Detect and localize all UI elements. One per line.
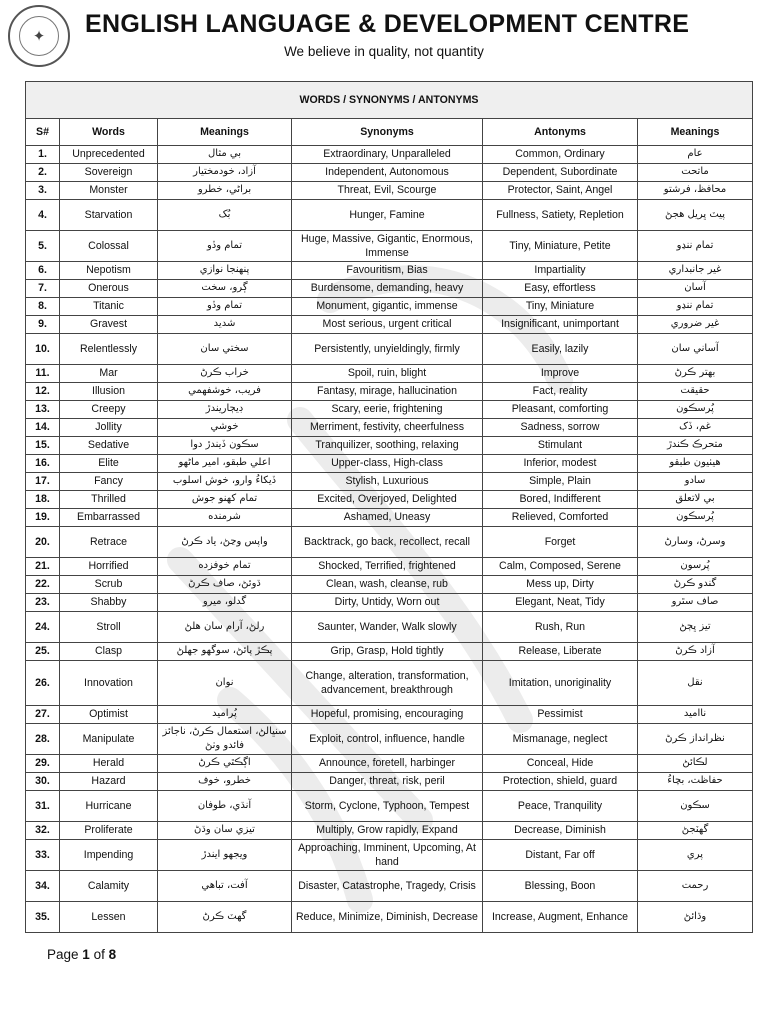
cell-antonyms: Distant, Far off xyxy=(483,840,638,871)
cell-word: Proliferate xyxy=(60,822,158,840)
cell-antonyms: Protector, Saint, Angel xyxy=(483,182,638,200)
cell-antonyms: Pessimist xyxy=(483,706,638,724)
cell-sn: 33. xyxy=(26,840,60,871)
cell-antonyms: Bored, Indifferent xyxy=(483,491,638,509)
cell-synonyms: Excited, Overjoyed, Delighted xyxy=(292,491,483,509)
cell-sn: 8. xyxy=(26,298,60,316)
cell-antonym-meaning: سڪون xyxy=(638,791,753,822)
cell-meaning: سختي سان xyxy=(158,334,292,365)
cell-word: Titanic xyxy=(60,298,158,316)
cell-antonyms: Stimulant xyxy=(483,437,638,455)
table-row xyxy=(26,724,753,755)
cell-word: Fancy xyxy=(60,473,158,491)
cell-meaning: ڌوئڻ، صاف ڪرڻ xyxy=(158,576,292,594)
cell-antonym-meaning: وڌائڻ xyxy=(638,902,753,933)
table-row xyxy=(26,576,753,594)
cell-antonyms: Sadness, sorrow xyxy=(483,419,638,437)
column-header-meanings: Meanings xyxy=(158,119,292,146)
cell-synonyms: Burdensome, demanding, heavy xyxy=(292,280,483,298)
cell-meaning: پڪڙ پائڻ، سوگهو جهلڻ xyxy=(158,643,292,661)
column-header-words: Words xyxy=(60,119,158,146)
cell-word: Monster xyxy=(60,182,158,200)
cell-word: Hazard xyxy=(60,773,158,791)
cell-antonym-meaning: آزاد ڪرڻ xyxy=(638,643,753,661)
cell-synonyms: Dirty, Untidy, Worn out xyxy=(292,594,483,612)
table-row xyxy=(26,316,753,334)
cell-antonyms: Simple, Plain xyxy=(483,473,638,491)
cell-word: Jollity xyxy=(60,419,158,437)
page-number xyxy=(47,947,116,962)
cell-synonyms: Grip, Grasp, Hold tightly xyxy=(292,643,483,661)
cell-antonym-meaning: پُرسڪون xyxy=(638,401,753,419)
cell-meaning: فريب، خوشفهمي xyxy=(158,383,292,401)
cell-sn: 22. xyxy=(26,576,60,594)
cell-word: Elite xyxy=(60,455,158,473)
cell-meaning: شرمنده xyxy=(158,509,292,527)
cell-antonym-meaning: آساني سان xyxy=(638,334,753,365)
table-row xyxy=(26,594,753,612)
cell-meaning: براڻي، خطرو xyxy=(158,182,292,200)
table-row xyxy=(26,822,753,840)
cell-synonyms: Disaster, Catastrophe, Tragedy, Crisis xyxy=(292,871,483,902)
cell-word: Hurricane xyxy=(60,791,158,822)
cell-sn: 19. xyxy=(26,509,60,527)
cell-antonym-meaning: تمام ننڍو xyxy=(638,231,753,262)
cell-word: Starvation xyxy=(60,200,158,231)
current-page: 1 xyxy=(82,947,90,962)
cell-meaning: آزاد، خودمختيار xyxy=(158,164,292,182)
cell-synonyms: Hopeful, promising, encouraging xyxy=(292,706,483,724)
table-row xyxy=(26,298,753,316)
of-word: of xyxy=(93,947,105,962)
cell-sn: 13. xyxy=(26,401,60,419)
cell-antonym-meaning: لڪائڻ xyxy=(638,755,753,773)
cell-meaning: خراب ڪرڻ xyxy=(158,365,292,383)
cell-meaning: ڏيکاءُ وارو، خوش اسلوب xyxy=(158,473,292,491)
cell-antonym-meaning: حفاظت، بچاءُ xyxy=(638,773,753,791)
cell-antonym-meaning: سادو xyxy=(638,473,753,491)
cell-antonyms: Conceal, Hide xyxy=(483,755,638,773)
cell-antonym-meaning: گهٽجڻ xyxy=(638,822,753,840)
cell-antonyms: Calm, Composed, Serene xyxy=(483,558,638,576)
cell-synonyms: Persistently, unyieldingly, firmly xyxy=(292,334,483,365)
cell-synonyms: Monument, gigantic, immense xyxy=(292,298,483,316)
cell-antonyms: Fullness, Satiety, Repletion xyxy=(483,200,638,231)
table-row xyxy=(26,437,753,455)
cell-antonym-meaning: متحرڪ ڪندڙ xyxy=(638,437,753,455)
cell-synonyms: Hunger, Famine xyxy=(292,200,483,231)
cell-sn: 25. xyxy=(26,643,60,661)
cell-word: Lessen xyxy=(60,902,158,933)
table-header-row xyxy=(26,119,753,146)
cell-synonyms: Exploit, control, influence, handle xyxy=(292,724,483,755)
cell-synonyms: Clean, wash, cleanse, rub xyxy=(292,576,483,594)
column-header-sn: S# xyxy=(26,119,60,146)
cell-synonyms: Approaching, Imminent, Upcoming, At hand xyxy=(292,840,483,871)
cell-synonyms: Shocked, Terrified, frightened xyxy=(292,558,483,576)
cell-meaning: گدلو، ميرو xyxy=(158,594,292,612)
cell-sn: 17. xyxy=(26,473,60,491)
cell-meaning: اعلي طبقو، امير ماڻهو xyxy=(158,455,292,473)
cell-sn: 16. xyxy=(26,455,60,473)
cell-antonym-meaning: رحمت xyxy=(638,871,753,902)
table-row xyxy=(26,791,753,822)
cell-antonyms: Inferior, modest xyxy=(483,455,638,473)
cell-word: Horrified xyxy=(60,558,158,576)
cell-sn: 18. xyxy=(26,491,60,509)
cell-antonym-meaning: بهتر ڪرڻ xyxy=(638,365,753,383)
cell-word: Unprecedented xyxy=(60,146,158,164)
cell-synonyms: Fantasy, mirage, hallucination xyxy=(292,383,483,401)
cell-sn: 30. xyxy=(26,773,60,791)
cell-word: Manipulate xyxy=(60,724,158,755)
cell-antonyms: Forget xyxy=(483,527,638,558)
table-row xyxy=(26,334,753,365)
cell-meaning: خطرو، خوف xyxy=(158,773,292,791)
cell-antonyms: Insignificant, unimportant xyxy=(483,316,638,334)
page-title: ENGLISH LANGUAGE & DEVELOPMENT CENTRE xyxy=(85,10,690,38)
table-row xyxy=(26,509,753,527)
table-row xyxy=(26,643,753,661)
cell-meaning: خوشي xyxy=(158,419,292,437)
cell-synonyms: Favouritism, Bias xyxy=(292,262,483,280)
cell-word: Shabby xyxy=(60,594,158,612)
table-row xyxy=(26,473,753,491)
cell-meaning: پُراميد xyxy=(158,706,292,724)
cell-antonym-meaning: تيز ڀڄڻ xyxy=(638,612,753,643)
cell-antonym-meaning: حقيقت xyxy=(638,383,753,401)
cell-word: Illusion xyxy=(60,383,158,401)
cell-antonym-meaning: پُرسڪون xyxy=(638,509,753,527)
table-row xyxy=(26,280,753,298)
cell-antonyms: Relieved, Comforted xyxy=(483,509,638,527)
column-header-antonyms: Antonyms xyxy=(483,119,638,146)
cell-synonyms: Saunter, Wander, Walk slowly xyxy=(292,612,483,643)
cell-antonyms: Imitation, unoriginality xyxy=(483,661,638,706)
cell-meaning: تمام وڏو xyxy=(158,231,292,262)
cell-sn: 20. xyxy=(26,527,60,558)
cell-synonyms: Backtrack, go back, recollect, recall xyxy=(292,527,483,558)
cell-word: Embarrassed xyxy=(60,509,158,527)
table-row xyxy=(26,773,753,791)
table-row xyxy=(26,661,753,706)
table-row xyxy=(26,200,753,231)
cell-word: Calamity xyxy=(60,871,158,902)
cell-antonym-meaning: بي لاتعلق xyxy=(638,491,753,509)
cell-meaning: سڪون ڏيندڙ دوا xyxy=(158,437,292,455)
cell-antonyms: Protection, shield, guard xyxy=(483,773,638,791)
cell-antonyms: Tiny, Miniature xyxy=(483,298,638,316)
cell-antonyms: Rush, Run xyxy=(483,612,638,643)
cell-synonyms: Spoil, ruin, blight xyxy=(292,365,483,383)
cell-word: Sovereign xyxy=(60,164,158,182)
cell-antonym-meaning: هيٺيون طبقو xyxy=(638,455,753,473)
centre-logo-icon: ✦ xyxy=(8,5,70,67)
cell-sn: 35. xyxy=(26,902,60,933)
cell-synonyms: Stylish, Luxurious xyxy=(292,473,483,491)
cell-synonyms: Ashamed, Uneasy xyxy=(292,509,483,527)
cell-synonyms: Announce, foretell, harbinger xyxy=(292,755,483,773)
cell-sn: 32. xyxy=(26,822,60,840)
cell-synonyms: Scary, eerie, frightening xyxy=(292,401,483,419)
cell-antonyms: Tiny, Miniature, Petite xyxy=(483,231,638,262)
cell-synonyms: Extraordinary, Unparalleled xyxy=(292,146,483,164)
cell-sn: 14. xyxy=(26,419,60,437)
table-row xyxy=(26,383,753,401)
cell-meaning: سنڀالڻ، استعمال ڪرڻ، ناجائز فائدو وٺڻ xyxy=(158,724,292,755)
cell-antonyms: Improve xyxy=(483,365,638,383)
cell-meaning: شديد xyxy=(158,316,292,334)
table-row xyxy=(26,401,753,419)
cell-antonym-meaning: محافظ، فرشتو xyxy=(638,182,753,200)
cell-word: Impending xyxy=(60,840,158,871)
cell-antonyms: Impartiality xyxy=(483,262,638,280)
table-row xyxy=(26,871,753,902)
cell-sn: 1. xyxy=(26,146,60,164)
cell-antonym-meaning: تمام ننڍو xyxy=(638,298,753,316)
cell-sn: 27. xyxy=(26,706,60,724)
cell-antonyms: Dependent, Subordinate xyxy=(483,164,638,182)
cell-sn: 21. xyxy=(26,558,60,576)
cell-sn: 5. xyxy=(26,231,60,262)
cell-synonyms: Tranquilizer, soothing, relaxing xyxy=(292,437,483,455)
cell-meaning: آفت، تباهي xyxy=(158,871,292,902)
cell-meaning: اڳڪٿي ڪرڻ xyxy=(158,755,292,773)
cell-antonym-meaning: نظرانداز ڪرڻ xyxy=(638,724,753,755)
cell-synonyms: Independent, Autonomous xyxy=(292,164,483,182)
cell-meaning: واپس وڃڻ، ياد ڪرڻ xyxy=(158,527,292,558)
cell-antonyms: Release, Liberate xyxy=(483,643,638,661)
vocabulary-table xyxy=(25,81,753,933)
cell-antonyms: Mess up, Dirty xyxy=(483,576,638,594)
cell-meaning: تمام خوفزده xyxy=(158,558,292,576)
cell-synonyms: Change, alteration, transformation, advancement, breakthrough xyxy=(292,661,483,706)
cell-meaning: بي مثال xyxy=(158,146,292,164)
cell-sn: 7. xyxy=(26,280,60,298)
cell-word: Scrub xyxy=(60,576,158,594)
column-header-antonym-meanings: Meanings xyxy=(638,119,753,146)
table-row xyxy=(26,231,753,262)
cell-antonyms: Blessing, Boon xyxy=(483,871,638,902)
cell-sn: 3. xyxy=(26,182,60,200)
cell-antonym-meaning: پيٽ ڀريل هجڻ xyxy=(638,200,753,231)
cell-meaning: ڊيڄاريندڙ xyxy=(158,401,292,419)
cell-meaning: نوان xyxy=(158,661,292,706)
table-row xyxy=(26,455,753,473)
cell-antonyms: Elegant, Neat, Tidy xyxy=(483,594,638,612)
cell-antonyms: Fact, reality xyxy=(483,383,638,401)
cell-antonym-meaning: وسرڻ، وسارڻ xyxy=(638,527,753,558)
table-caption: WORDS / SYNONYMS / ANTONYMS xyxy=(26,82,753,119)
cell-synonyms: Multiply, Grow rapidly, Expand xyxy=(292,822,483,840)
table-row xyxy=(26,365,753,383)
cell-antonym-meaning: پُرسون xyxy=(638,558,753,576)
cell-antonym-meaning: ماتحت xyxy=(638,164,753,182)
cell-sn: 11. xyxy=(26,365,60,383)
column-header-synonyms: Synonyms xyxy=(292,119,483,146)
cell-word: Relentlessly xyxy=(60,334,158,365)
cell-antonyms: Decrease, Diminish xyxy=(483,822,638,840)
cell-word: Onerous xyxy=(60,280,158,298)
table-row xyxy=(26,612,753,643)
cell-antonym-meaning: گندو ڪرڻ xyxy=(638,576,753,594)
cell-sn: 12. xyxy=(26,383,60,401)
cell-sn: 6. xyxy=(26,262,60,280)
cell-word: Creepy xyxy=(60,401,158,419)
cell-synonyms: Danger, threat, risk, peril xyxy=(292,773,483,791)
cell-antonym-meaning: نااميد xyxy=(638,706,753,724)
cell-synonyms: Reduce, Minimize, Diminish, Decrease xyxy=(292,902,483,933)
cell-antonym-meaning: عام xyxy=(638,146,753,164)
cell-antonyms: Pleasant, comforting xyxy=(483,401,638,419)
table-row xyxy=(26,755,753,773)
cell-antonym-meaning: غير جانبداري xyxy=(638,262,753,280)
cell-meaning: پنهنجا نوازي xyxy=(158,262,292,280)
cell-meaning: تيزي سان وڌڻ xyxy=(158,822,292,840)
table-row xyxy=(26,491,753,509)
total-pages: 8 xyxy=(108,947,117,962)
cell-meaning: گهٽ ڪرڻ xyxy=(158,902,292,933)
cell-word: Optimist xyxy=(60,706,158,724)
page-word: Page xyxy=(47,947,79,962)
cell-antonym-meaning: صاف سٿرو xyxy=(638,594,753,612)
cell-antonyms: Common, Ordinary xyxy=(483,146,638,164)
cell-sn: 10. xyxy=(26,334,60,365)
cell-meaning: رلڻ، آرام سان هلڻ xyxy=(158,612,292,643)
cell-antonyms: Easily, lazily xyxy=(483,334,638,365)
cell-meaning: آنڌي، طوفان xyxy=(158,791,292,822)
cell-synonyms: Huge, Massive, Gigantic, Enormous, Immense xyxy=(292,231,483,262)
cell-meaning: تمام وڏو xyxy=(158,298,292,316)
cell-meaning: بُک xyxy=(158,200,292,231)
cell-word: Mar xyxy=(60,365,158,383)
cell-antonym-meaning: آسان xyxy=(638,280,753,298)
table-row xyxy=(26,164,753,182)
cell-word: Gravest xyxy=(60,316,158,334)
cell-synonyms: Merriment, festivity, cheerfulness xyxy=(292,419,483,437)
cell-sn: 4. xyxy=(26,200,60,231)
cell-word: Sedative xyxy=(60,437,158,455)
table-row xyxy=(26,840,753,871)
table-row xyxy=(26,902,753,933)
cell-antonyms: Increase, Augment, Enhance xyxy=(483,902,638,933)
cell-word: Thrilled xyxy=(60,491,158,509)
cell-synonyms: Storm, Cyclone, Typhoon, Tempest xyxy=(292,791,483,822)
cell-antonyms: Easy, effortless xyxy=(483,280,638,298)
cell-sn: 23. xyxy=(26,594,60,612)
cell-sn: 29. xyxy=(26,755,60,773)
table-row xyxy=(26,182,753,200)
cell-synonyms: Most serious, urgent critical xyxy=(292,316,483,334)
cell-antonym-meaning: پري xyxy=(638,840,753,871)
cell-antonym-meaning: نقل xyxy=(638,661,753,706)
cell-synonyms: Upper-class, High-class xyxy=(292,455,483,473)
cell-word: Clasp xyxy=(60,643,158,661)
cell-sn: 34. xyxy=(26,871,60,902)
table-row xyxy=(26,146,753,164)
cell-sn: 24. xyxy=(26,612,60,643)
table-row xyxy=(26,706,753,724)
table-caption-row xyxy=(26,82,753,119)
cell-sn: 28. xyxy=(26,724,60,755)
cell-antonym-meaning: غير ضروري xyxy=(638,316,753,334)
cell-word: Innovation xyxy=(60,661,158,706)
cell-word: Nepotism xyxy=(60,262,158,280)
cell-meaning: ڳرو، سخت xyxy=(158,280,292,298)
table-row xyxy=(26,527,753,558)
cell-sn: 15. xyxy=(26,437,60,455)
cell-sn: 31. xyxy=(26,791,60,822)
cell-word: Herald xyxy=(60,755,158,773)
table-row xyxy=(26,419,753,437)
cell-sn: 26. xyxy=(26,661,60,706)
cell-sn: 2. xyxy=(26,164,60,182)
cell-word: Retrace xyxy=(60,527,158,558)
cell-meaning: تمام کهنو جوش xyxy=(158,491,292,509)
cell-synonyms: Threat, Evil, Scourge xyxy=(292,182,483,200)
cell-antonyms: Mismanage, neglect xyxy=(483,724,638,755)
cell-word: Colossal xyxy=(60,231,158,262)
table-row xyxy=(26,558,753,576)
cell-antonym-meaning: غم، ڏک xyxy=(638,419,753,437)
tagline: We believe in quality, not quantity xyxy=(284,44,484,59)
cell-antonyms: Peace, Tranquility xyxy=(483,791,638,822)
cell-meaning: ويجهو ايندڙ xyxy=(158,840,292,871)
table-row xyxy=(26,262,753,280)
cell-sn: 9. xyxy=(26,316,60,334)
cell-word: Stroll xyxy=(60,612,158,643)
